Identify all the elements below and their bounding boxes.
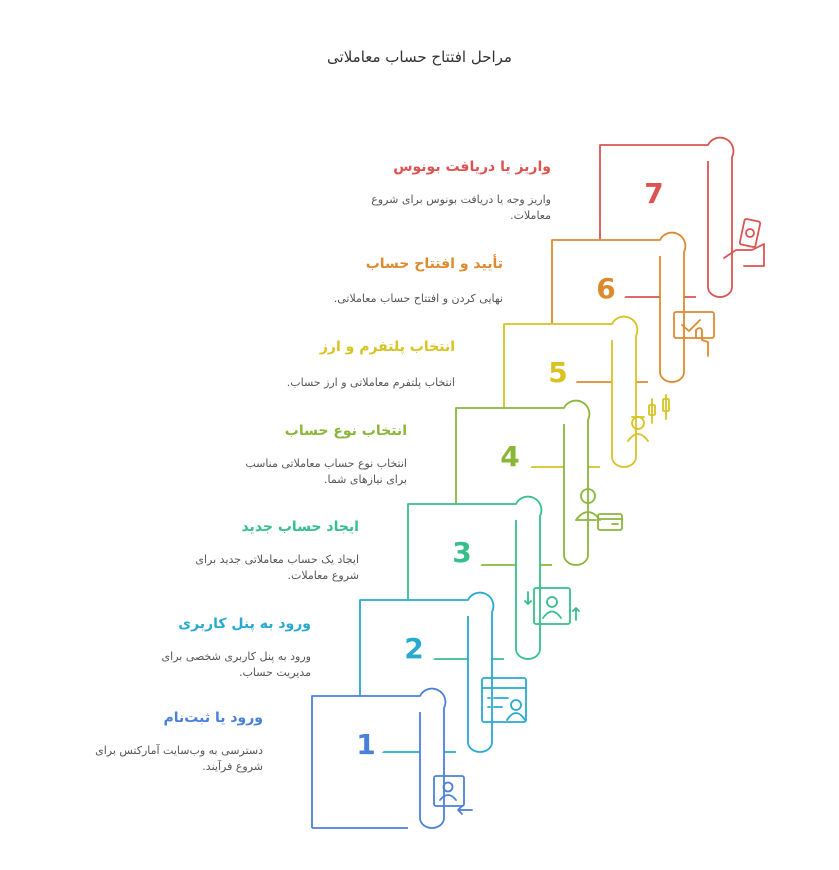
step-1-number: 1 (356, 728, 376, 761)
step-6-number: 6 (596, 272, 616, 305)
step-6-title: تأیید و افتتاح حساب (365, 256, 503, 272)
step-5-description: انتخاب پلتفرم معاملاتی و ارز حساب. (286, 376, 455, 389)
step-3-number: 3 (452, 536, 472, 569)
step-4-number: 4 (500, 440, 520, 473)
step-3-description: ایجاد یک حساب معاملاتی جدید برای شروع معاملات. (195, 553, 359, 582)
step-2-number: 2 (404, 632, 424, 665)
step-4-title: انتخاب نوع حساب (284, 423, 407, 439)
step-2-description: ورود به پنل کاربری شخصی برای مدیریت حساب. (161, 650, 311, 679)
step-5-title: انتخاب پلتفرم و ارز (319, 339, 455, 355)
step-4-description: انتخاب نوع حساب معاملاتی مناسب برای نیازهای شما. (245, 457, 407, 486)
step-5-number: 5 (548, 356, 568, 389)
step-7-number: 7 (644, 177, 664, 210)
page-title: مراحل افتتاح حساب معاملاتی (327, 48, 512, 66)
step-1-description: دسترسی به وب‌سایت آمارکتس برای شروع فرآیند. (95, 744, 263, 773)
step-7-description: واریز وجه یا دریافت بونوس برای شروع معاملات. (371, 193, 551, 222)
step-6-description: نهایی کردن و افتتاح حساب معاملاتی. (333, 292, 503, 305)
step-1-title: ورود یا ثبت‌نام (163, 710, 263, 726)
step-3-title: ایجاد حساب جدید (241, 519, 359, 535)
account-transfer-icon (525, 588, 579, 624)
step-2-title: ورود به پنل کاربری (178, 616, 311, 632)
step-7-title: واریز یا دریافت بونوس (393, 159, 551, 175)
step-1-scroll (312, 689, 445, 828)
